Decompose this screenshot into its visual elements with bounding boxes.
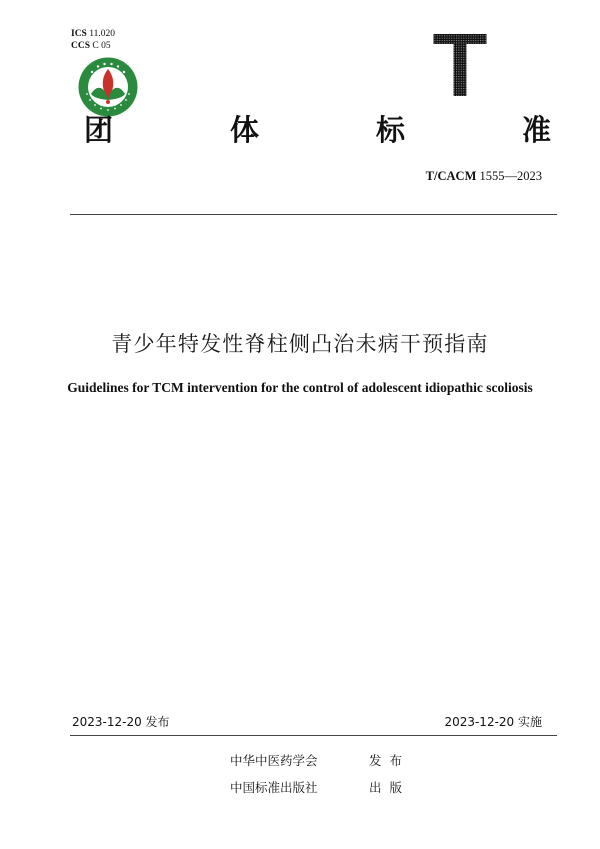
doc-type-char: 准 bbox=[522, 113, 552, 147]
document-type-heading bbox=[84, 108, 554, 148]
ccs-code: C 05 bbox=[92, 41, 111, 51]
standard-prefix: T/CACM bbox=[425, 169, 477, 183]
publisher-action: 发 布 bbox=[369, 753, 402, 768]
doc-type-char: 体 bbox=[230, 113, 260, 147]
standard-number bbox=[426, 169, 542, 184]
doc-type-char: 团 bbox=[84, 113, 114, 147]
issue-date: 2023-12-20 发布 bbox=[72, 715, 170, 729]
chinese-title: 青少年特发性脊柱侧凸治未病干预指南 bbox=[111, 332, 489, 356]
standard-serial: 1555—2023 bbox=[479, 169, 542, 183]
ccs-code-line bbox=[71, 40, 115, 52]
bottom-divider bbox=[70, 735, 557, 736]
doc-type-char: 标 bbox=[376, 113, 406, 147]
english-title: Guidelines for TCM intervention for the control of adolescent idiopathic scoliosis bbox=[67, 380, 533, 395]
ccs-label: CCS bbox=[71, 41, 91, 51]
ics-code-line bbox=[71, 28, 115, 40]
ics-code: 11.020 bbox=[89, 29, 115, 39]
ics-label: ICS bbox=[71, 29, 87, 39]
standard-letter-mark bbox=[432, 28, 488, 100]
standard-letter: T bbox=[432, 28, 488, 100]
publisher-name: 中华中医药学会 bbox=[230, 753, 318, 768]
implementation-date: 2023-12-20 实施 bbox=[444, 715, 542, 729]
top-divider bbox=[70, 214, 557, 215]
classification-codes bbox=[71, 28, 115, 52]
printer-name: 中国标准出版社 bbox=[230, 780, 318, 795]
printer-action: 出 版 bbox=[369, 780, 402, 795]
